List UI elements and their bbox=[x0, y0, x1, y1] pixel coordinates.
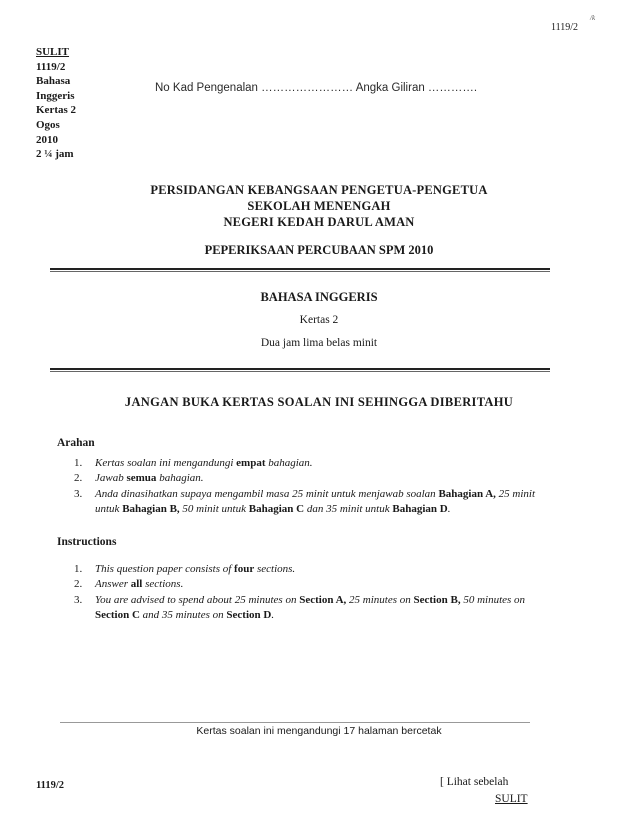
subject-paper: Kertas 2 bbox=[299, 314, 339, 326]
list-item: 2. Answer all sections. bbox=[74, 578, 184, 591]
subject-line-2: Inggeris bbox=[36, 89, 75, 102]
exam-title: PEPERIKSAAN PERCUBAAN SPM 2010 bbox=[204, 243, 434, 257]
exam-year: 2010 bbox=[36, 133, 58, 146]
paper-number: Kertas 2 bbox=[36, 104, 77, 117]
list-item: 1. Kertas soalan ini mengandungi empat bahagian. bbox=[74, 457, 313, 469]
sulit-label: SULIT bbox=[36, 46, 70, 58]
sulit-footer: SULIT bbox=[495, 793, 528, 805]
exam-month: Ogos bbox=[36, 118, 60, 131]
candidate-id-line: No Kad Pengenalan …………………… Angka Giliran …………. bbox=[155, 82, 478, 94]
divider-top bbox=[50, 268, 550, 272]
list-item: 3. You are advised to spend about 25 minutes on Section A, 25 minutes on Section B, 50 minutes on Section C and 35 minutes on Section D. bbox=[74, 593, 526, 621]
organizer-heading bbox=[0, 182, 638, 230]
footer-divider bbox=[60, 722, 530, 723]
list-item: 3. Anda dinasihatkan supaya mengambil masa 25 minit untuk menjawab soalan Bahagian A, 25 minit untuk Bahagian B, 50 minit untuk Bahagian C dan 35 minit untuk Bahagian D. bbox=[74, 487, 536, 515]
arahan-list bbox=[70, 456, 540, 517]
exam-duration: 2 ¼ jam bbox=[36, 148, 74, 161]
do-not-open-warning: JANGAN BUKA KERTAS SOALAN INI SEHINGGA DIBERITAHU bbox=[124, 395, 514, 409]
page-count-note: Kertas soalan ini mengandungi 17 halaman bercetak bbox=[196, 725, 442, 737]
page-code-top: 1119/2 bbox=[551, 22, 579, 33]
paper-code: 1119/2 bbox=[36, 60, 66, 73]
turn-over-note: [ Lihat sebelah bbox=[440, 776, 509, 788]
corner-handwritten-mark: /k bbox=[590, 14, 596, 22]
instructions-list bbox=[70, 562, 540, 623]
list-item: 2. Jawab semua bahagian. bbox=[74, 472, 204, 485]
page-code-bottom: 1119/2 bbox=[36, 780, 65, 791]
subject-line-1: Bahasa bbox=[36, 75, 71, 88]
instructions-title: Instructions bbox=[57, 536, 117, 548]
organizer-line-2: SEKOLAH MENENGAH bbox=[247, 199, 391, 213]
subject-name: BAHASA INGGERIS bbox=[260, 290, 378, 304]
list-item: 1. This question paper consists of four sections. bbox=[74, 563, 296, 575]
paper-info-block bbox=[36, 45, 76, 162]
organizer-line-3: NEGERI KEDAH DARUL AMAN bbox=[223, 215, 415, 229]
divider-bottom bbox=[50, 368, 550, 372]
organizer-line-1: PERSIDANGAN KEBANGSAAN PENGETUA-PENGETUA bbox=[150, 183, 488, 197]
subject-time: Dua jam lima belas minit bbox=[260, 337, 378, 349]
arahan-title: Arahan bbox=[57, 437, 95, 449]
